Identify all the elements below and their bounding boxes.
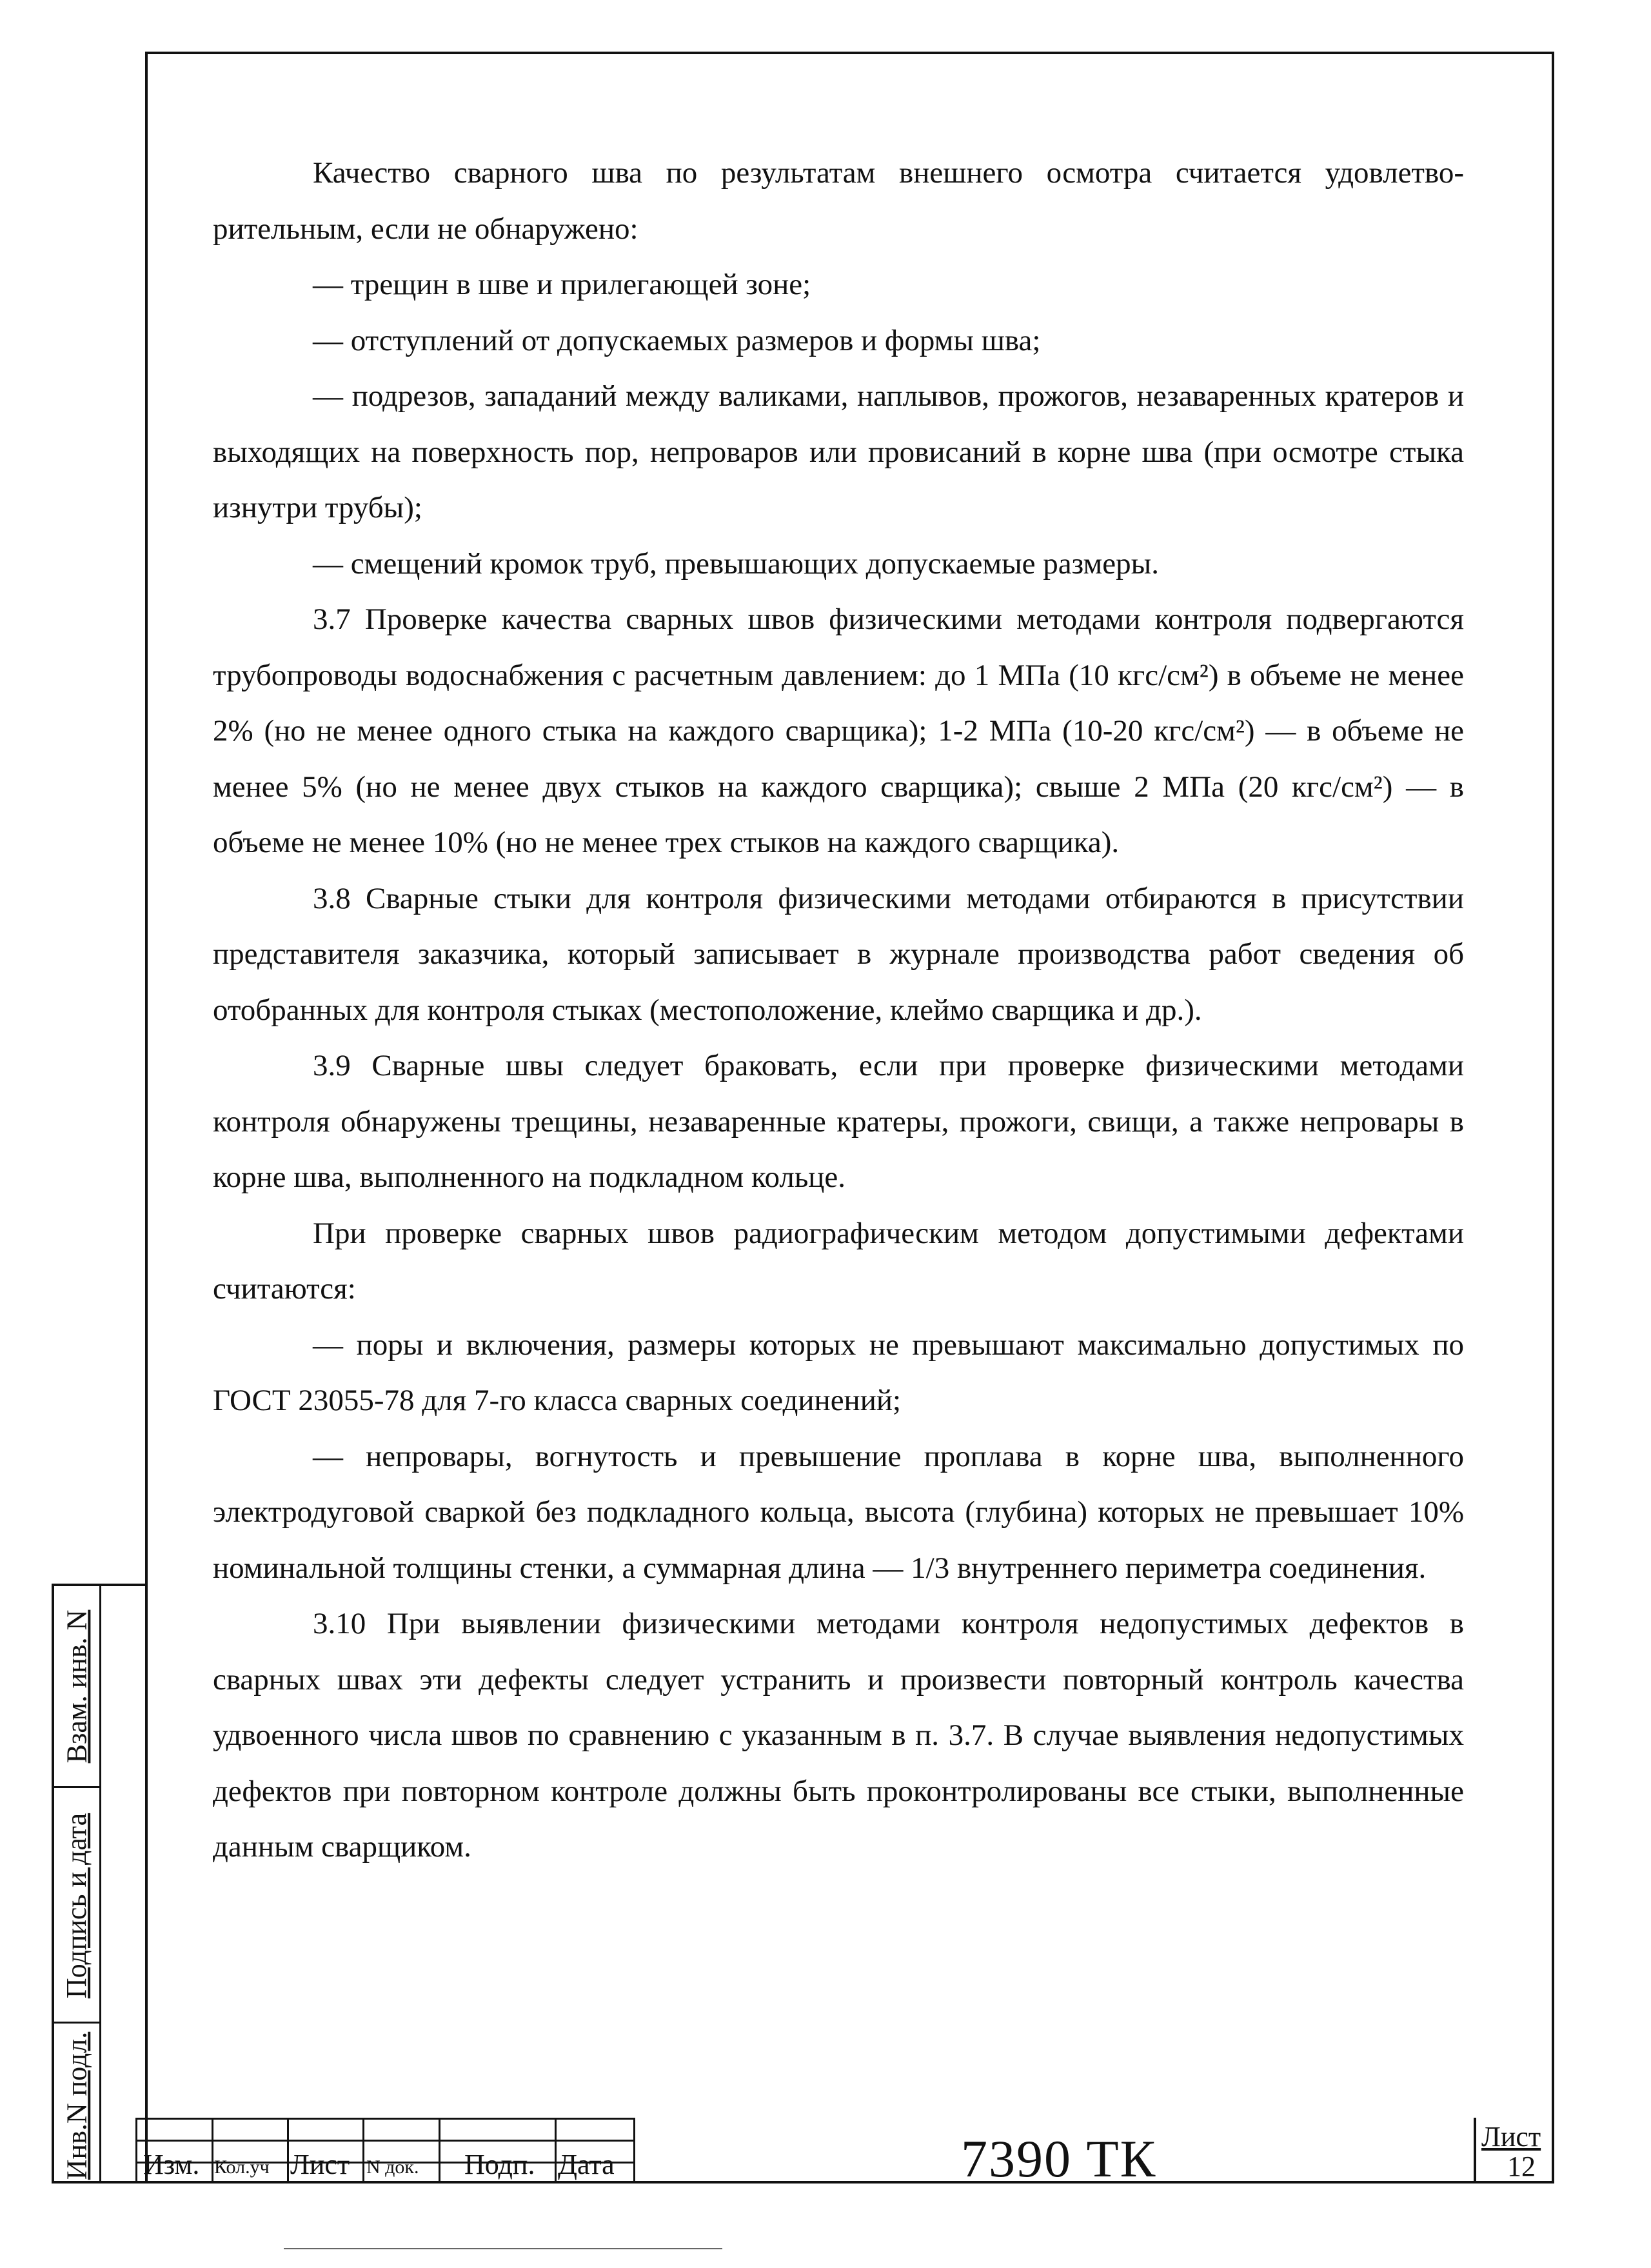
paragraph-3-8: 3.8 Сварные стыки для контроля физическими методами отбираются в присутствии представителя заказчика, который записывает в журнале производства работ сведения об отобранных для контроля стыках (местоположение, клеймо сварщика и др.). xyxy=(213,881,1464,1027)
side-stamp xyxy=(52,1584,145,2183)
paragraph-3-7: 3.7 Проверке качества сварных швов физическими методами контроля подвергаются трубопроводы водоснабжения с расчетным давлением: до 1 МПа (10 кгс/см²) в объеме не менее 2% (но не менее одного стыка на каждого сварщика); 1-2 МПа (10-20 кгс/см²) — в объеме не менее 5% (но не менее двух стыков на каждого сварщика); свыше 2 МПа (20 кгс/см²) — в объеме не менее 10% (но не менее трех стыков на каждого сварщика). xyxy=(213,602,1464,859)
tb-rule xyxy=(135,2118,635,2120)
list-item: — непровары, вогнутость и превышение проплава в корне шва, выполненного электродуговой сваркой без подкладного кольца, высота (глубина) которых не превышает 10% номинальной толщины стенки, а суммарная длина — 1/3 внутреннего периметра соединения. xyxy=(213,1439,1464,1585)
tb-col-line xyxy=(555,2118,557,2183)
tb-rule xyxy=(135,2140,635,2142)
list-item: — поры и включения, размеры которых не превышают максимально допустимых по ГОСТ 23055-78 для 7-го класса сварных соединений; xyxy=(213,1328,1464,1417)
paragraph: При проверке сварных швов радиографическим методом допустимыми дефектами считаются: xyxy=(213,1216,1464,1306)
tb-label-n-dok: N док. xyxy=(366,2156,419,2178)
tb-label-izm: Изм. xyxy=(143,2149,200,2180)
side-cell-repl-inv xyxy=(54,1586,99,1786)
tb-label-list: Лист xyxy=(290,2149,350,2180)
tb-col-line xyxy=(633,2118,635,2183)
document-code: 7390 ТК xyxy=(961,2129,1157,2188)
paragraph-3-9: 3.9 Сварные швы следует браковать, если при проверке физическими методами контроля обнаружены трещины, незаваренные кратеры, прожоги, свищи, а также непровары в корне шва, выполненного на подкладном кольце. xyxy=(213,1049,1464,1194)
sheet-number-box xyxy=(1474,2118,1554,2183)
tb-col-line xyxy=(362,2118,364,2183)
list-item: — трещин в шве и прилегающей зоне; xyxy=(313,268,811,301)
paragraph-3-10: 3.10 При выявлении физическими методами контроля недопустимых дефектов в сварных швах эти дефекты следует устранить и произвести повторный контроль качества удвоенного числа швов по сравнению с указанным в п. 3.7. В случае выявления недопустимых дефектов при повторном контроле должны быть проконтролированы все стыки, выполненные данным сварщиком. xyxy=(213,1607,1464,1864)
sheet-label: Лист xyxy=(1481,2121,1541,2153)
bottom-rule xyxy=(284,2248,722,2249)
side-cell-inv-orig xyxy=(54,2022,99,2188)
tb-label-data: Дата xyxy=(558,2149,615,2180)
side-stamp-divider xyxy=(99,1586,101,2181)
side-cell-sign-date xyxy=(54,1786,99,2024)
list-item: — подрезов, западаний между валиками, наплывов, прожогов, незаваренных кратеров и выходящих на поверхность пор, непроваров или провисаний в корне шва (при осмотре стыка изнутри трубы); xyxy=(213,379,1464,524)
tb-label-kol-uch: Кол.уч xyxy=(214,2156,270,2178)
tb-col-line xyxy=(212,2118,213,2183)
list-item: — смещений кромок труб, превышающих допускаемые размеры. xyxy=(313,546,1159,581)
paragraph: Качество сварного шва по результатам внешнего осмотра считается удовлетворительным, если не обнаружено: xyxy=(213,156,1464,246)
tb-label-podp: Подп. xyxy=(464,2149,535,2180)
side-label-repl-inv: Взам. инв. N xyxy=(61,1609,93,1763)
tb-col-line xyxy=(439,2118,440,2183)
sheet-number: 12 xyxy=(1507,2151,1536,2182)
tb-col-line xyxy=(135,2118,137,2183)
title-block-grid xyxy=(135,2118,635,2183)
list-item: — отступлений от допускаемых размеров и формы шва; xyxy=(313,323,1041,357)
side-label-inv-orig: Инв.N подл. xyxy=(61,2031,93,2180)
side-label-sign-date: Подпись и дата xyxy=(61,1813,93,1999)
tb-col-line xyxy=(287,2118,289,2183)
document-body xyxy=(213,145,1464,1875)
